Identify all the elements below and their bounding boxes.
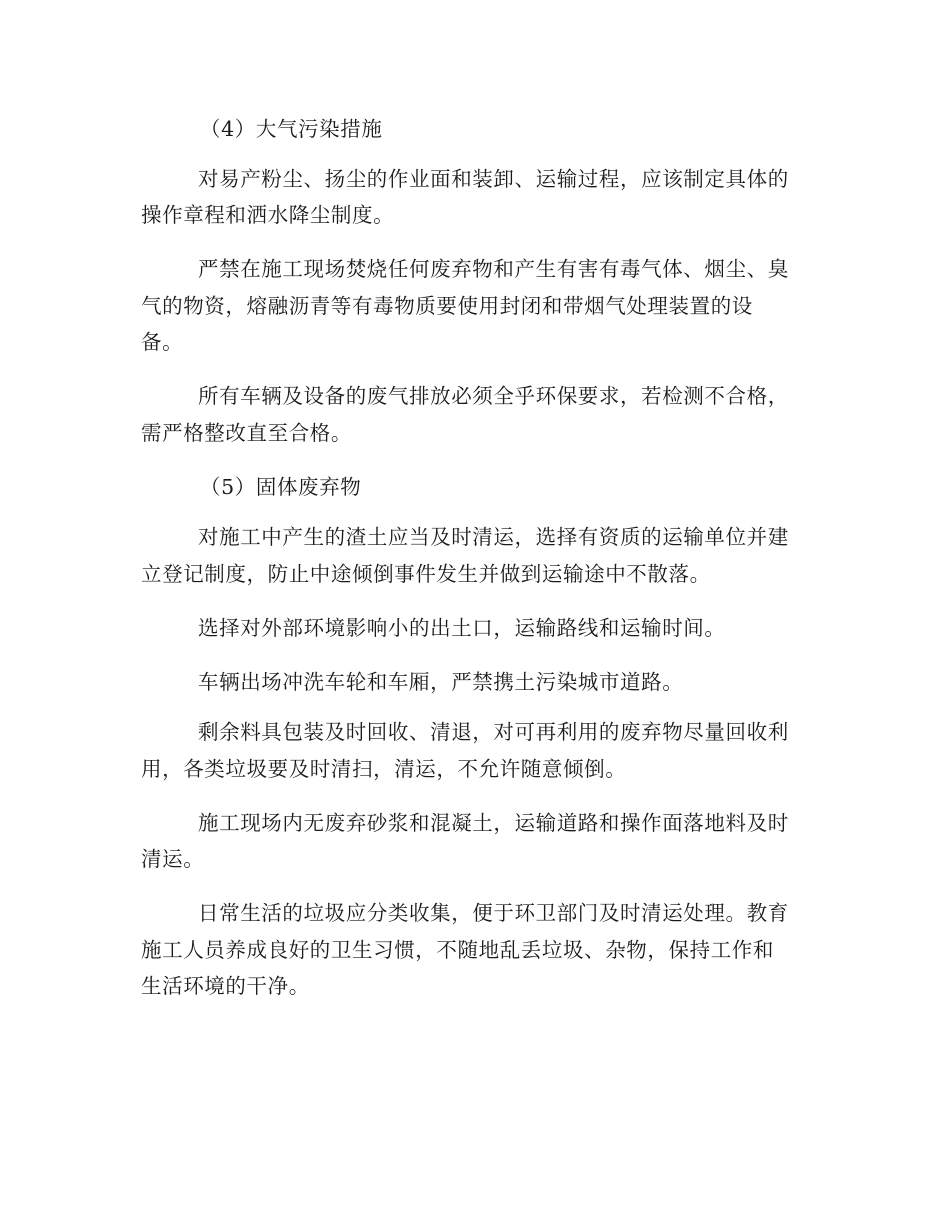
paragraph-line: 选择对外部环境影响小的出土口，运输路线和运输时间。	[198, 616, 726, 640]
paragraph-line: 所有车辆及设备的废气排放必须全乎环保要求，若检测不合格，	[198, 384, 789, 408]
paragraph-line: 气的物资，熔融沥青等有毒物质要使用封闭和带烟气处理装置的设	[141, 294, 753, 318]
paragraph-line: 日常生活的垃圾应分类收集，便于环卫部门及时清运处理。教育	[198, 901, 789, 925]
section-heading-solid-waste: （5）固体废弃物	[200, 475, 362, 499]
paragraph-line: 施工人员养成良好的卫生习惯，不随地乱丢垃圾、杂物，保持工作和	[141, 938, 774, 962]
paragraph-line: 用，各类垃圾要及时清扫，清运，不允许随意倾倒。	[141, 757, 627, 781]
paragraph-line: 施工现场内无废弃砂浆和混凝土，运输道路和操作面落地料及时	[198, 811, 789, 835]
paragraph-line: 车辆出场冲洗车轮和车厢，严禁携土污染城市道路。	[198, 670, 684, 694]
paragraph-line: 清运。	[141, 847, 205, 871]
paragraph-line: 备。	[141, 330, 184, 354]
section-heading-air-pollution: （4）大气污染措施	[200, 117, 383, 141]
paragraph-line: 生活环境的干净。	[141, 974, 310, 998]
paragraph-line: 立登记制度，防止中途倾倒事件发生并做到运输途中不散落。	[141, 562, 711, 586]
paragraph-line: 操作章程和洒水降尘制度。	[141, 203, 395, 227]
paragraph-line: 需严格整改直至合格。	[141, 421, 352, 445]
paragraph-line: 对施工中产生的渣土应当及时清运，选择有资质的运输单位并建	[198, 525, 789, 549]
paragraph-line: 剩余料具包装及时回收、清退，对可再利用的废弃物尽量回收利	[198, 720, 789, 744]
paragraph-line: 对易产粉尘、扬尘的作业面和装卸、运输过程，应该制定具体的	[198, 167, 789, 191]
paragraph-line: 严禁在施工现场焚烧任何废弃物和产生有害有毒气体、烟尘、臭	[198, 257, 789, 281]
